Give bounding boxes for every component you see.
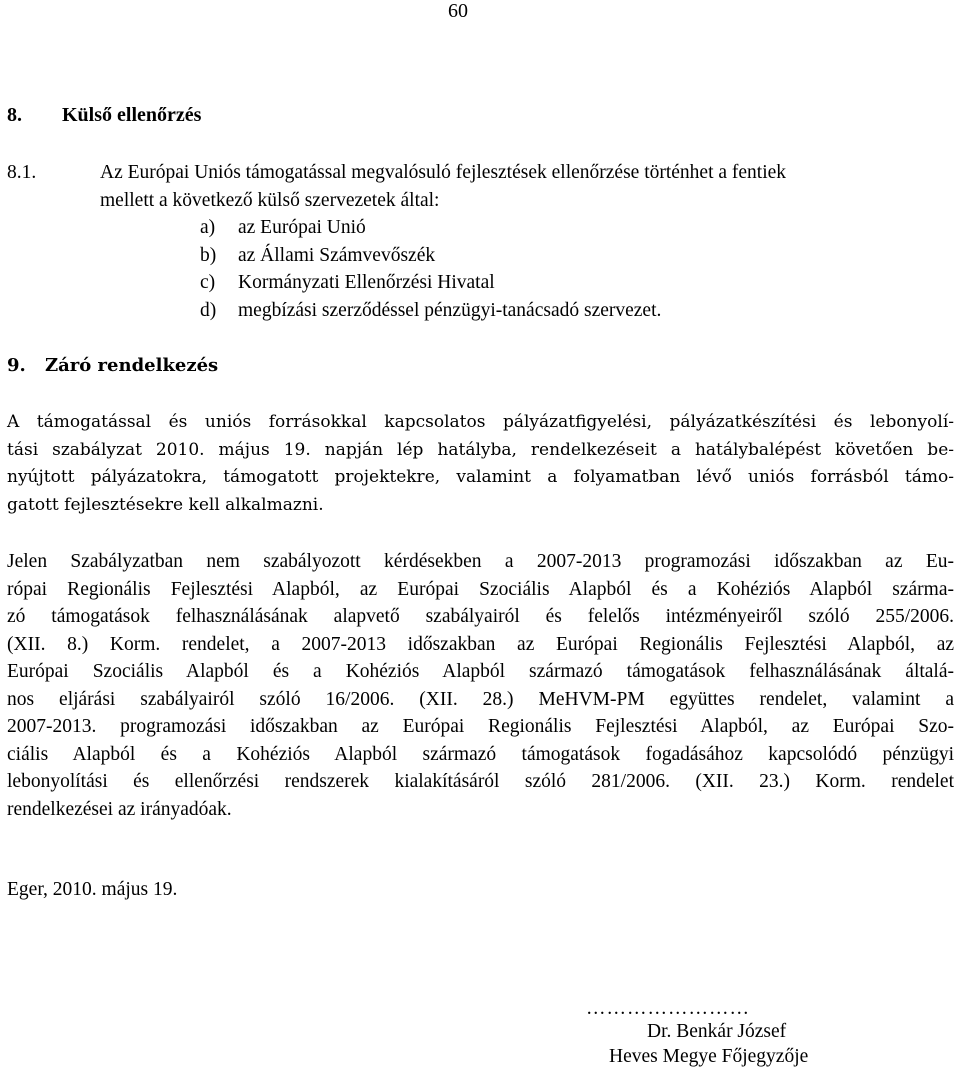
section-8-1-paragraph [7, 159, 786, 324]
paragraph-line: 2007-2013. programozási időszakban az Európai Regionális Fejlesztési Alapból, az Európai Szo- [7, 716, 954, 737]
list-item: a) az Európai Unió [200, 217, 366, 238]
signatory-name: Dr. Benkár József [647, 1021, 787, 1042]
paragraph-line: nos eljárási szabályairól szóló 16/2006. (XII. 28.) MeHVM-PM együttes rendelet, valamint a [7, 688, 954, 710]
page-number: 60 [448, 0, 468, 22]
section-9-paragraph-2 [7, 548, 954, 823]
paragraph-line: A támogatással és uniós forrásokkal kapcsolatos pályázatfigyelési, pályázatkészítési és lebonyolí- [7, 412, 954, 432]
section-8-1-line-2: mellett a következő külső szervezetek által: [100, 189, 440, 211]
paragraph-line: zó támogatások felhasználásának alapvető szabályairól és felelős intézményeiről szóló 255/2006. [7, 606, 954, 627]
paragraph-line: rendelkezései az irányadóak. [7, 798, 232, 820]
paragraph-line: gatott fejlesztésekre kell alkalmazni. [7, 494, 324, 515]
paragraph-line: Jelen Szabályzatban nem szabályozott kérdésekben a 2007-2013 programozási időszakban az Eu- [7, 551, 954, 572]
list-item: c) Kormányzati Ellenőrzési Hivatal [200, 272, 495, 293]
section-8-1-line-1: 8.1. Az Európai Uniós támogatással megvalósuló fejlesztések ellenőrzése történhet a fentiek [7, 159, 786, 187]
paragraph-line: lebonyolítási és ellenőrzési rendszerek kialakításáról szóló 281/2006. (XII. 23.) Korm. rendelet [7, 771, 954, 792]
paragraph-line: Európai Szociális Alapból és a Kohéziós Alapból származó támogatások felhasználásának általá- [7, 661, 954, 682]
list-item: b) az Állami Számvevőszék [200, 244, 436, 266]
paragraph-line: ciális Alapból és a Kohéziós Alapból származó támogatások fogadásához kapcsolódó pénzügyi [7, 743, 954, 765]
place-and-date: Eger, 2010. május 19. [7, 879, 178, 900]
list-item: d) megbízási szerződéssel pénzügyi-tanácsadó szervezet. [200, 299, 662, 321]
signature-line: …………………… [586, 998, 750, 1019]
paragraph-line: nyújtott pályázatokra, támogatott projektekre, valamint a folyamatban lévő uniós forrásból támo- [7, 467, 954, 487]
section-8-number: 8. [7, 104, 22, 126]
section-8-heading [7, 104, 201, 127]
section-9-heading [7, 355, 218, 376]
section-9-number: 9. [7, 355, 26, 376]
section-9-title: Záró rendelkezés [45, 355, 219, 376]
paragraph-line: tási szabályzat 2010. május 19. napján lép hatályba, rendelkezéseit a hatálybalépést követően be- [7, 439, 954, 460]
signatory-title: Heves Megye Főjegyzője [609, 1046, 809, 1067]
paragraph-line: rópai Regionális Fejlesztési Alapból, az Európai Szociális Alapból és a Kohéziós Alapból szárma- [7, 578, 954, 600]
section-8-1-number: 8.1. [7, 162, 37, 183]
paragraph-line: (XII. 8.) Korm. rendelet, a 2007-2013 időszakban az Európai Regionális Fejlesztési Alapból, az [7, 633, 954, 655]
section-9-paragraph-1 [7, 409, 954, 519]
section-8-title: Külső ellenőrzés [62, 104, 202, 126]
